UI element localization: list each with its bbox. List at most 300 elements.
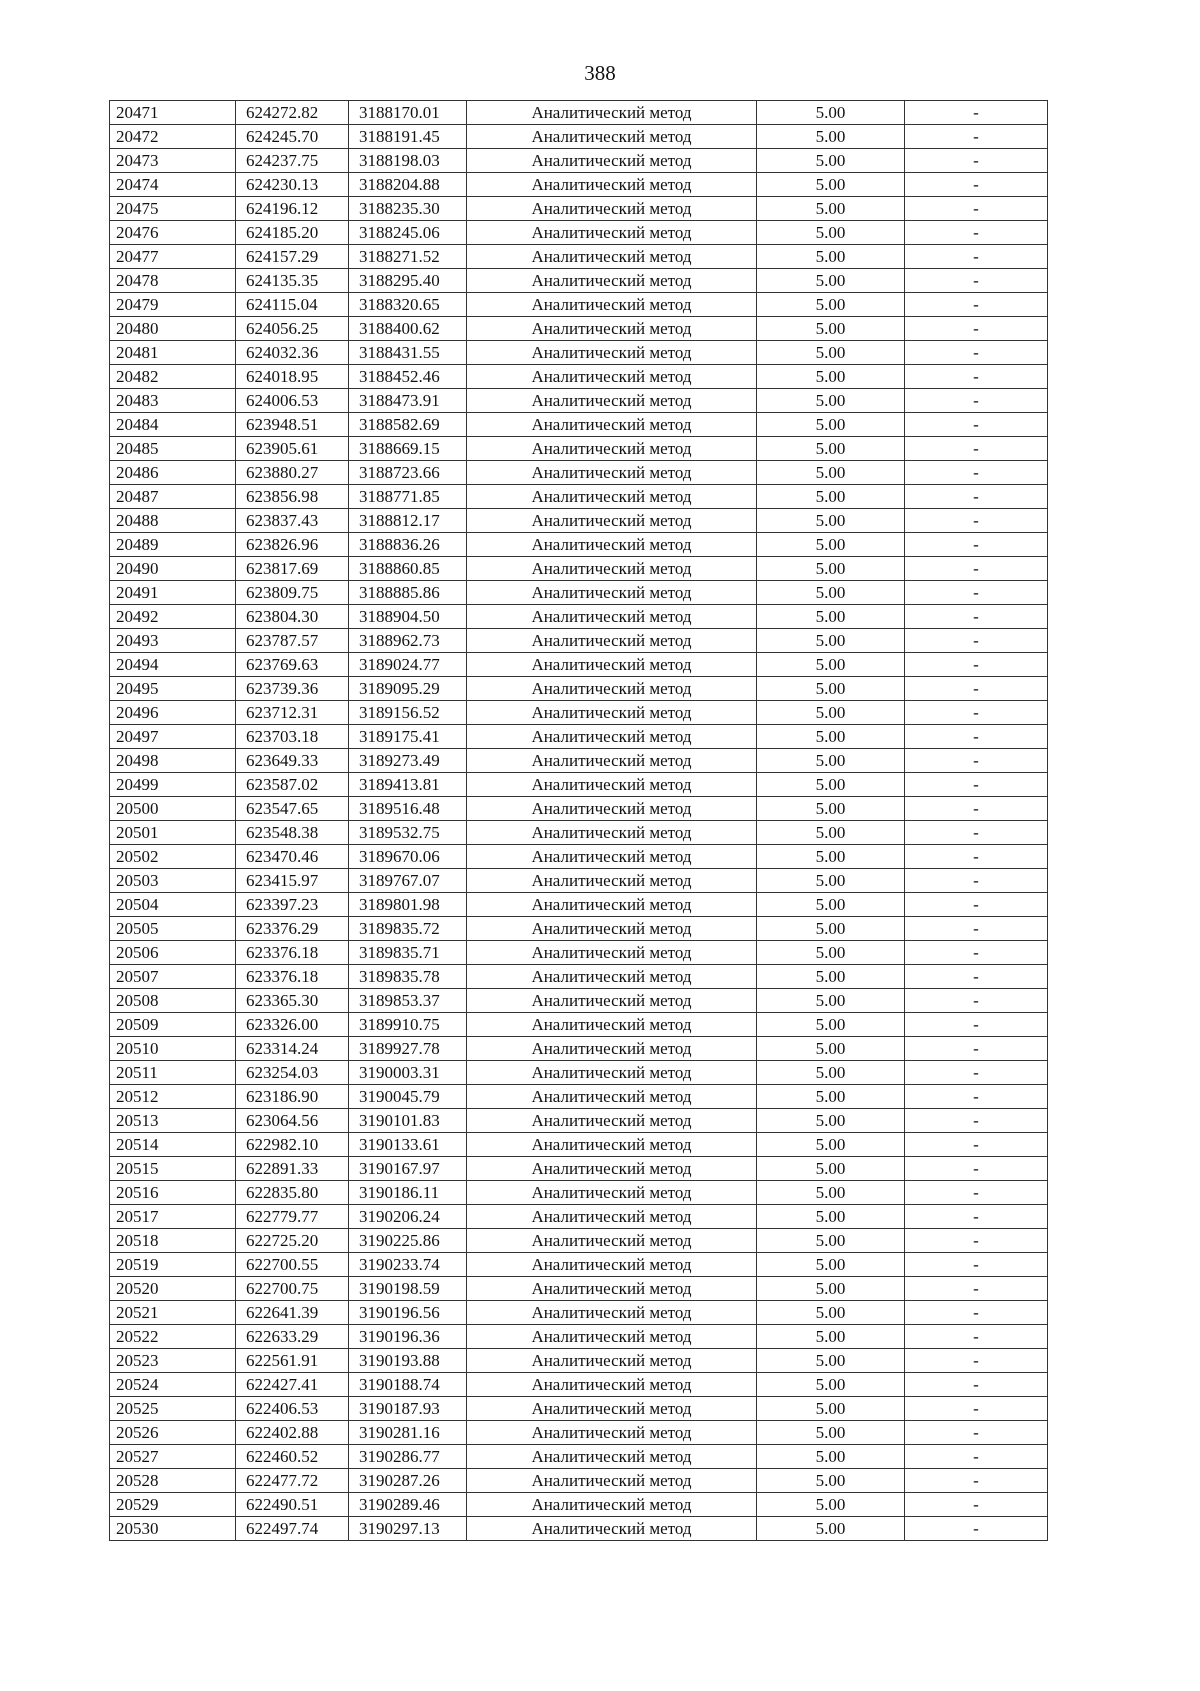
x-coordinate-cell: 623064.56 [236, 1109, 349, 1133]
dash-cell: - [905, 869, 1048, 893]
point-id-cell: 20477 [110, 245, 236, 269]
y-coordinate-cell: 3189910.75 [349, 1013, 467, 1037]
point-id-cell: 20480 [110, 317, 236, 341]
table-row [110, 1277, 1048, 1301]
dash-cell: - [905, 1325, 1048, 1349]
point-id-cell: 20498 [110, 749, 236, 773]
dash-cell: - [905, 1349, 1048, 1373]
dash-cell: - [905, 821, 1048, 845]
method-cell: Аналитический метод [467, 1157, 757, 1181]
point-id-cell: 20521 [110, 1301, 236, 1325]
table-row [110, 845, 1048, 869]
dash-cell: - [905, 917, 1048, 941]
table-row [110, 1373, 1048, 1397]
table-row [110, 773, 1048, 797]
dash-cell: - [905, 941, 1048, 965]
dash-cell: - [905, 1493, 1048, 1517]
error-cell: 5.00 [757, 1253, 905, 1277]
dash-cell: - [905, 485, 1048, 509]
point-id-cell: 20497 [110, 725, 236, 749]
dash-cell: - [905, 269, 1048, 293]
x-coordinate-cell: 624157.29 [236, 245, 349, 269]
table-row [110, 245, 1048, 269]
point-id-cell: 20500 [110, 797, 236, 821]
y-coordinate-cell: 3190186.11 [349, 1181, 467, 1205]
dash-cell: - [905, 1061, 1048, 1085]
error-cell: 5.00 [757, 557, 905, 581]
method-cell: Аналитический метод [467, 389, 757, 413]
x-coordinate-cell: 623415.97 [236, 869, 349, 893]
error-cell: 5.00 [757, 197, 905, 221]
y-coordinate-cell: 3189670.06 [349, 845, 467, 869]
y-coordinate-cell: 3188771.85 [349, 485, 467, 509]
method-cell: Аналитический метод [467, 1253, 757, 1277]
point-id-cell: 20492 [110, 605, 236, 629]
y-coordinate-cell: 3188170.01 [349, 101, 467, 125]
point-id-cell: 20487 [110, 485, 236, 509]
method-cell: Аналитический метод [467, 1373, 757, 1397]
point-id-cell: 20528 [110, 1469, 236, 1493]
table-row [110, 1517, 1048, 1541]
method-cell: Аналитический метод [467, 869, 757, 893]
y-coordinate-cell: 3190233.74 [349, 1253, 467, 1277]
method-cell: Аналитический метод [467, 773, 757, 797]
error-cell: 5.00 [757, 1109, 905, 1133]
dash-cell: - [905, 1229, 1048, 1253]
dash-cell: - [905, 845, 1048, 869]
table-row [110, 1013, 1048, 1037]
dash-cell: - [905, 149, 1048, 173]
table-row [110, 677, 1048, 701]
method-cell: Аналитический метод [467, 1109, 757, 1133]
x-coordinate-cell: 622835.80 [236, 1181, 349, 1205]
table-row [110, 1301, 1048, 1325]
dash-cell: - [905, 581, 1048, 605]
dash-cell: - [905, 1421, 1048, 1445]
table-row [110, 965, 1048, 989]
y-coordinate-cell: 3190003.31 [349, 1061, 467, 1085]
table-row [110, 269, 1048, 293]
error-cell: 5.00 [757, 845, 905, 869]
error-cell: 5.00 [757, 1133, 905, 1157]
table-row [110, 989, 1048, 1013]
dash-cell: - [905, 101, 1048, 125]
table-row [110, 917, 1048, 941]
point-id-cell: 20520 [110, 1277, 236, 1301]
dash-cell: - [905, 317, 1048, 341]
table-row [110, 1061, 1048, 1085]
dash-cell: - [905, 413, 1048, 437]
error-cell: 5.00 [757, 1205, 905, 1229]
x-coordinate-cell: 623826.96 [236, 533, 349, 557]
x-coordinate-cell: 623739.36 [236, 677, 349, 701]
x-coordinate-cell: 622891.33 [236, 1157, 349, 1181]
x-coordinate-cell: 623548.38 [236, 821, 349, 845]
y-coordinate-cell: 3188400.62 [349, 317, 467, 341]
error-cell: 5.00 [757, 629, 905, 653]
error-cell: 5.00 [757, 245, 905, 269]
x-coordinate-cell: 624006.53 [236, 389, 349, 413]
error-cell: 5.00 [757, 1157, 905, 1181]
y-coordinate-cell: 3190281.16 [349, 1421, 467, 1445]
table-row [110, 125, 1048, 149]
dash-cell: - [905, 437, 1048, 461]
x-coordinate-cell: 624245.70 [236, 125, 349, 149]
page-number: 388 [584, 61, 616, 85]
point-id-cell: 20522 [110, 1325, 236, 1349]
table-row [110, 1469, 1048, 1493]
point-id-cell: 20524 [110, 1373, 236, 1397]
table-row [110, 173, 1048, 197]
point-id-cell: 20527 [110, 1445, 236, 1469]
dash-cell: - [905, 725, 1048, 749]
y-coordinate-cell: 3188320.65 [349, 293, 467, 317]
method-cell: Аналитический метод [467, 437, 757, 461]
error-cell: 5.00 [757, 1325, 905, 1349]
dash-cell: - [905, 749, 1048, 773]
y-coordinate-cell: 3189801.98 [349, 893, 467, 917]
y-coordinate-cell: 3190225.86 [349, 1229, 467, 1253]
table-row [110, 1085, 1048, 1109]
y-coordinate-cell: 3188582.69 [349, 413, 467, 437]
table-row [110, 869, 1048, 893]
error-cell: 5.00 [757, 437, 905, 461]
y-coordinate-cell: 3188431.55 [349, 341, 467, 365]
dash-cell: - [905, 461, 1048, 485]
x-coordinate-cell: 622633.29 [236, 1325, 349, 1349]
y-coordinate-cell: 3189835.71 [349, 941, 467, 965]
table-row [110, 821, 1048, 845]
error-cell: 5.00 [757, 1469, 905, 1493]
point-id-cell: 20530 [110, 1517, 236, 1541]
error-cell: 5.00 [757, 269, 905, 293]
table-row [110, 1037, 1048, 1061]
dash-cell: - [905, 1469, 1048, 1493]
point-id-cell: 20508 [110, 989, 236, 1013]
error-cell: 5.00 [757, 725, 905, 749]
y-coordinate-cell: 3188904.50 [349, 605, 467, 629]
method-cell: Аналитический метод [467, 1061, 757, 1085]
x-coordinate-cell: 623365.30 [236, 989, 349, 1013]
x-coordinate-cell: 623470.46 [236, 845, 349, 869]
dash-cell: - [905, 701, 1048, 725]
point-id-cell: 20491 [110, 581, 236, 605]
point-id-cell: 20494 [110, 653, 236, 677]
point-id-cell: 20516 [110, 1181, 236, 1205]
x-coordinate-cell: 623397.23 [236, 893, 349, 917]
method-cell: Аналитический метод [467, 845, 757, 869]
method-cell: Аналитический метод [467, 1133, 757, 1157]
point-id-cell: 20506 [110, 941, 236, 965]
method-cell: Аналитический метод [467, 245, 757, 269]
dash-cell: - [905, 1109, 1048, 1133]
point-id-cell: 20503 [110, 869, 236, 893]
method-cell: Аналитический метод [467, 317, 757, 341]
method-cell: Аналитический метод [467, 1301, 757, 1325]
table-row [110, 317, 1048, 341]
x-coordinate-cell: 623186.90 [236, 1085, 349, 1109]
dash-cell: - [905, 605, 1048, 629]
method-cell: Аналитический метод [467, 1205, 757, 1229]
error-cell: 5.00 [757, 989, 905, 1013]
x-coordinate-cell: 622561.91 [236, 1349, 349, 1373]
x-coordinate-cell: 622982.10 [236, 1133, 349, 1157]
table-row [110, 1421, 1048, 1445]
dash-cell: - [905, 245, 1048, 269]
point-id-cell: 20488 [110, 509, 236, 533]
table-row [110, 341, 1048, 365]
table-row [110, 1229, 1048, 1253]
y-coordinate-cell: 3188191.45 [349, 125, 467, 149]
method-cell: Аналитический метод [467, 341, 757, 365]
x-coordinate-cell: 624237.75 [236, 149, 349, 173]
y-coordinate-cell: 3189273.49 [349, 749, 467, 773]
error-cell: 5.00 [757, 1037, 905, 1061]
x-coordinate-cell: 622402.88 [236, 1421, 349, 1445]
method-cell: Аналитический метод [467, 1013, 757, 1037]
point-id-cell: 20526 [110, 1421, 236, 1445]
point-id-cell: 20483 [110, 389, 236, 413]
method-cell: Аналитический метод [467, 557, 757, 581]
table-row [110, 533, 1048, 557]
dash-cell: - [905, 629, 1048, 653]
method-cell: Аналитический метод [467, 965, 757, 989]
method-cell: Аналитический метод [467, 893, 757, 917]
error-cell: 5.00 [757, 893, 905, 917]
x-coordinate-cell: 622779.77 [236, 1205, 349, 1229]
method-cell: Аналитический метод [467, 1229, 757, 1253]
point-id-cell: 20482 [110, 365, 236, 389]
error-cell: 5.00 [757, 389, 905, 413]
error-cell: 5.00 [757, 869, 905, 893]
method-cell: Аналитический метод [467, 413, 757, 437]
error-cell: 5.00 [757, 173, 905, 197]
error-cell: 5.00 [757, 965, 905, 989]
method-cell: Аналитический метод [467, 1181, 757, 1205]
point-id-cell: 20523 [110, 1349, 236, 1373]
point-id-cell: 20511 [110, 1061, 236, 1085]
table-row [110, 1109, 1048, 1133]
dash-cell: - [905, 557, 1048, 581]
dash-cell: - [905, 221, 1048, 245]
y-coordinate-cell: 3190206.24 [349, 1205, 467, 1229]
method-cell: Аналитический метод [467, 941, 757, 965]
x-coordinate-cell: 622497.74 [236, 1517, 349, 1541]
x-coordinate-cell: 622460.52 [236, 1445, 349, 1469]
x-coordinate-cell: 624196.12 [236, 197, 349, 221]
table-row [110, 365, 1048, 389]
point-id-cell: 20496 [110, 701, 236, 725]
y-coordinate-cell: 3190187.93 [349, 1397, 467, 1421]
method-cell: Аналитический метод [467, 1277, 757, 1301]
y-coordinate-cell: 3188271.52 [349, 245, 467, 269]
dash-cell: - [905, 1277, 1048, 1301]
dash-cell: - [905, 173, 1048, 197]
y-coordinate-cell: 3190198.59 [349, 1277, 467, 1301]
table-row [110, 509, 1048, 533]
error-cell: 5.00 [757, 797, 905, 821]
method-cell: Аналитический метод [467, 221, 757, 245]
dash-cell: - [905, 533, 1048, 557]
point-id-cell: 20513 [110, 1109, 236, 1133]
error-cell: 5.00 [757, 821, 905, 845]
method-cell: Аналитический метод [467, 605, 757, 629]
x-coordinate-cell: 623856.98 [236, 485, 349, 509]
point-id-cell: 20472 [110, 125, 236, 149]
method-cell: Аналитический метод [467, 1397, 757, 1421]
y-coordinate-cell: 3189835.72 [349, 917, 467, 941]
point-id-cell: 20479 [110, 293, 236, 317]
method-cell: Аналитический метод [467, 125, 757, 149]
y-coordinate-cell: 3189516.48 [349, 797, 467, 821]
table-row [110, 701, 1048, 725]
point-id-cell: 20515 [110, 1157, 236, 1181]
dash-cell: - [905, 1397, 1048, 1421]
y-coordinate-cell: 3188812.17 [349, 509, 467, 533]
dash-cell: - [905, 1013, 1048, 1037]
table-row [110, 197, 1048, 221]
point-id-cell: 20518 [110, 1229, 236, 1253]
method-cell: Аналитический метод [467, 677, 757, 701]
x-coordinate-cell: 623649.33 [236, 749, 349, 773]
point-id-cell: 20501 [110, 821, 236, 845]
x-coordinate-cell: 624185.20 [236, 221, 349, 245]
dash-cell: - [905, 1301, 1048, 1325]
dash-cell: - [905, 365, 1048, 389]
y-coordinate-cell: 3189853.37 [349, 989, 467, 1013]
method-cell: Аналитический метод [467, 725, 757, 749]
y-coordinate-cell: 3189156.52 [349, 701, 467, 725]
error-cell: 5.00 [757, 701, 905, 725]
table-body [110, 101, 1048, 1541]
method-cell: Аналитический метод [467, 1349, 757, 1373]
dash-cell: - [905, 509, 1048, 533]
dash-cell: - [905, 1253, 1048, 1277]
table-row [110, 1397, 1048, 1421]
x-coordinate-cell: 622477.72 [236, 1469, 349, 1493]
y-coordinate-cell: 3188669.15 [349, 437, 467, 461]
y-coordinate-cell: 3188860.85 [349, 557, 467, 581]
error-cell: 5.00 [757, 149, 905, 173]
point-id-cell: 20481 [110, 341, 236, 365]
point-id-cell: 20509 [110, 1013, 236, 1037]
y-coordinate-cell: 3188245.06 [349, 221, 467, 245]
y-coordinate-cell: 3190196.56 [349, 1301, 467, 1325]
dash-cell: - [905, 1085, 1048, 1109]
x-coordinate-cell: 622406.53 [236, 1397, 349, 1421]
point-id-cell: 20517 [110, 1205, 236, 1229]
x-coordinate-cell: 623712.31 [236, 701, 349, 725]
x-coordinate-cell: 623254.03 [236, 1061, 349, 1085]
x-coordinate-cell: 623787.57 [236, 629, 349, 653]
table-row [110, 725, 1048, 749]
dash-cell: - [905, 1205, 1048, 1229]
table-row [110, 461, 1048, 485]
dash-cell: - [905, 797, 1048, 821]
y-coordinate-cell: 3189927.78 [349, 1037, 467, 1061]
dash-cell: - [905, 893, 1048, 917]
error-cell: 5.00 [757, 1301, 905, 1325]
x-coordinate-cell: 623703.18 [236, 725, 349, 749]
method-cell: Аналитический метод [467, 1445, 757, 1469]
dash-cell: - [905, 293, 1048, 317]
error-cell: 5.00 [757, 461, 905, 485]
table-row [110, 581, 1048, 605]
y-coordinate-cell: 3190045.79 [349, 1085, 467, 1109]
point-id-cell: 20512 [110, 1085, 236, 1109]
x-coordinate-cell: 624272.82 [236, 101, 349, 125]
error-cell: 5.00 [757, 1349, 905, 1373]
x-coordinate-cell: 622427.41 [236, 1373, 349, 1397]
error-cell: 5.00 [757, 749, 905, 773]
error-cell: 5.00 [757, 581, 905, 605]
dash-cell: - [905, 677, 1048, 701]
point-id-cell: 20502 [110, 845, 236, 869]
table-row [110, 1133, 1048, 1157]
method-cell: Аналитический метод [467, 749, 757, 773]
dash-cell: - [905, 1133, 1048, 1157]
error-cell: 5.00 [757, 1085, 905, 1109]
table-row [110, 1157, 1048, 1181]
method-cell: Аналитический метод [467, 101, 757, 125]
method-cell: Аналитический метод [467, 1469, 757, 1493]
method-cell: Аналитический метод [467, 581, 757, 605]
error-cell: 5.00 [757, 1061, 905, 1085]
table-row [110, 1181, 1048, 1205]
error-cell: 5.00 [757, 677, 905, 701]
table-row [110, 1493, 1048, 1517]
y-coordinate-cell: 3190193.88 [349, 1349, 467, 1373]
x-coordinate-cell: 623905.61 [236, 437, 349, 461]
y-coordinate-cell: 3188836.26 [349, 533, 467, 557]
point-id-cell: 20525 [110, 1397, 236, 1421]
point-id-cell: 20475 [110, 197, 236, 221]
x-coordinate-cell: 622641.39 [236, 1301, 349, 1325]
method-cell: Аналитический метод [467, 1493, 757, 1517]
error-cell: 5.00 [757, 1373, 905, 1397]
y-coordinate-cell: 3188204.88 [349, 173, 467, 197]
x-coordinate-cell: 623880.27 [236, 461, 349, 485]
y-coordinate-cell: 3189095.29 [349, 677, 467, 701]
dash-cell: - [905, 1517, 1048, 1541]
x-coordinate-cell: 624230.13 [236, 173, 349, 197]
x-coordinate-cell: 622490.51 [236, 1493, 349, 1517]
dash-cell: - [905, 989, 1048, 1013]
error-cell: 5.00 [757, 1445, 905, 1469]
method-cell: Аналитический метод [467, 917, 757, 941]
x-coordinate-cell: 624115.04 [236, 293, 349, 317]
x-coordinate-cell: 622700.75 [236, 1277, 349, 1301]
error-cell: 5.00 [757, 413, 905, 437]
y-coordinate-cell: 3189767.07 [349, 869, 467, 893]
x-coordinate-cell: 624056.25 [236, 317, 349, 341]
y-coordinate-cell: 3188723.66 [349, 461, 467, 485]
y-coordinate-cell: 3190297.13 [349, 1517, 467, 1541]
y-coordinate-cell: 3190289.46 [349, 1493, 467, 1517]
x-coordinate-cell: 623817.69 [236, 557, 349, 581]
point-id-cell: 20484 [110, 413, 236, 437]
error-cell: 5.00 [757, 317, 905, 341]
dash-cell: - [905, 389, 1048, 413]
method-cell: Аналитический метод [467, 173, 757, 197]
table-row [110, 1205, 1048, 1229]
dash-cell: - [905, 341, 1048, 365]
x-coordinate-cell: 623804.30 [236, 605, 349, 629]
coordinates-table [109, 100, 1048, 1541]
x-coordinate-cell: 623376.18 [236, 965, 349, 989]
x-coordinate-cell: 622725.20 [236, 1229, 349, 1253]
dash-cell: - [905, 1445, 1048, 1469]
